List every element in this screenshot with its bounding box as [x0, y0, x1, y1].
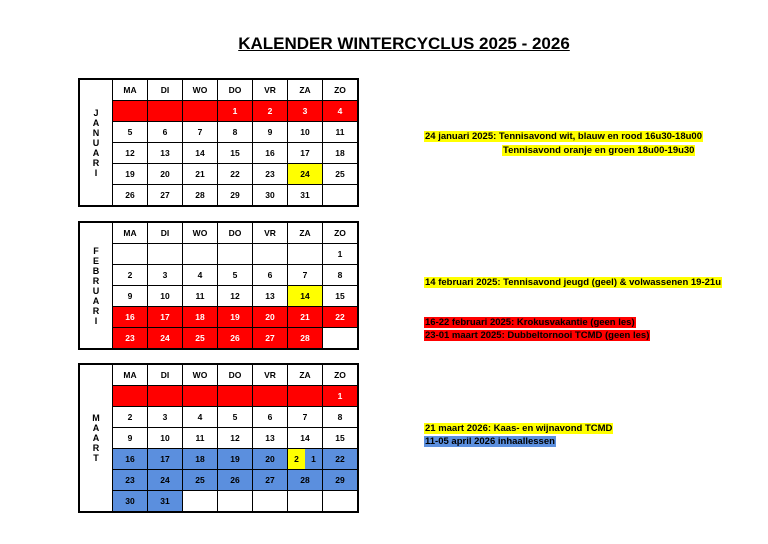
day-cell: 29 — [218, 185, 253, 207]
day-cell: 31 — [288, 185, 323, 207]
day-cell: 28 — [183, 185, 218, 207]
day-cell: 5 — [218, 265, 253, 286]
day-header: WO — [183, 364, 218, 386]
day-cell: 27 — [253, 470, 288, 491]
day-cell: 7 — [288, 265, 323, 286]
day-cell — [183, 491, 218, 513]
note-mar-2: 11-05 april 2026 inhaallessen — [425, 436, 555, 447]
week-row — [79, 386, 358, 407]
note-feb-1: 14 februari 2025: Tennisavond jeugd (geel) & volwassenen 19-21u — [425, 277, 722, 288]
day-cell: 8 — [323, 265, 359, 286]
day-cell: 14 — [183, 143, 218, 164]
day-cell: 21 — [288, 307, 323, 328]
day-cell: 11 — [183, 286, 218, 307]
day-header: WO — [183, 222, 218, 244]
day-cell: 23 — [113, 470, 148, 491]
page-title: KALENDER WINTERCYCLUS 2025 - 2026 — [238, 34, 570, 53]
month-letter: A — [92, 295, 100, 306]
day-header: VR — [253, 79, 288, 101]
month-letter: A — [92, 147, 100, 158]
note-jan-2: Tennisavond oranje en groen 18u00-19u30 — [503, 145, 695, 156]
day-cell: 3 — [288, 101, 323, 122]
day-header: MA — [113, 79, 148, 101]
month-letter: B — [92, 265, 100, 276]
day-cell: 13 — [253, 428, 288, 449]
day-cell: 6 — [253, 407, 288, 428]
day-cell: 27 — [148, 185, 183, 207]
day-cell: 13 — [148, 143, 183, 164]
day-cell — [288, 491, 323, 513]
day-cell: 5 — [218, 407, 253, 428]
day-cell: 13 — [253, 286, 288, 307]
day-cell: 26 — [218, 328, 253, 350]
day-cell: 27 — [253, 328, 288, 350]
day-cell — [288, 386, 323, 407]
calendar-januari — [78, 78, 359, 207]
week-row — [79, 328, 358, 350]
note-feb-2: 16-22 februari 2025: Krokusvakantie (geen les) — [425, 317, 635, 328]
day-cell: 26 — [218, 470, 253, 491]
day-cell: 5 — [113, 122, 148, 143]
week-row — [79, 164, 358, 185]
day-cell: 17 — [148, 307, 183, 328]
month-letter: U — [92, 285, 100, 296]
day-cell: 14 — [288, 428, 323, 449]
day-cell-part: 1 — [311, 454, 316, 464]
week-row — [79, 491, 358, 513]
month-letter: R — [92, 275, 100, 286]
day-cell: 9 — [113, 286, 148, 307]
day-cell: 24 — [148, 328, 183, 350]
month-letter: J — [93, 107, 99, 118]
day-cell — [253, 244, 288, 265]
day-cell: 4 — [323, 101, 359, 122]
month-letter: E — [92, 255, 99, 266]
day-cell: 9 — [113, 428, 148, 449]
day-cell: 17 — [288, 143, 323, 164]
day-cell: 8 — [218, 122, 253, 143]
month-letter: R — [92, 305, 100, 316]
day-cell: 1 — [218, 101, 253, 122]
day-cell: 19 — [218, 449, 253, 470]
week-row — [79, 307, 358, 328]
day-cell: 26 — [113, 185, 148, 207]
calendar-februari — [78, 221, 359, 350]
week-row — [79, 143, 358, 164]
day-cell — [288, 449, 323, 470]
day-cell: 15 — [218, 143, 253, 164]
week-row — [79, 265, 358, 286]
day-cell: 10 — [148, 428, 183, 449]
day-cell — [218, 386, 253, 407]
month-letter: M — [92, 413, 100, 423]
day-cell: 21 — [183, 164, 218, 185]
day-cell: 24 — [148, 470, 183, 491]
day-cell: 3 — [148, 407, 183, 428]
day-cell: 20 — [253, 307, 288, 328]
day-cell — [113, 101, 148, 122]
day-cell: 16 — [113, 307, 148, 328]
day-cell: 19 — [218, 307, 253, 328]
day-cell: 12 — [218, 428, 253, 449]
day-cell: 18 — [183, 307, 218, 328]
day-cell: 31 — [148, 491, 183, 513]
day-cell: 20 — [253, 449, 288, 470]
day-cell: 12 — [113, 143, 148, 164]
month-letter: U — [92, 137, 100, 148]
week-row — [79, 428, 358, 449]
day-cell — [323, 185, 359, 207]
day-cell: 6 — [253, 265, 288, 286]
day-cell: 2 — [253, 101, 288, 122]
month-letter: I — [94, 167, 98, 178]
day-header: DO — [218, 222, 253, 244]
day-cell — [113, 386, 148, 407]
month-letter: N — [92, 127, 100, 138]
month-label — [79, 79, 113, 206]
day-cell: 11 — [323, 122, 359, 143]
day-header: ZA — [288, 364, 323, 386]
day-cell — [148, 244, 183, 265]
day-header: VR — [253, 364, 288, 386]
day-cell: 9 — [253, 122, 288, 143]
day-cell: 11 — [183, 428, 218, 449]
day-cell: 25 — [323, 164, 359, 185]
week-row — [79, 122, 358, 143]
week-row — [79, 286, 358, 307]
day-cell: 3 — [148, 265, 183, 286]
week-row — [79, 244, 358, 265]
day-cell: 30 — [113, 491, 148, 513]
day-cell — [183, 386, 218, 407]
month-letter: A — [92, 433, 100, 443]
week-row — [79, 185, 358, 207]
day-cell — [183, 101, 218, 122]
day-cell: 2 — [113, 265, 148, 286]
day-cell: 7 — [288, 407, 323, 428]
day-header: MA — [113, 222, 148, 244]
day-cell: 16 — [113, 449, 148, 470]
day-cell — [288, 244, 323, 265]
day-header: DI — [148, 364, 183, 386]
day-cell: 10 — [288, 122, 323, 143]
day-cell: 7 — [183, 122, 218, 143]
day-cell: 4 — [183, 407, 218, 428]
month-letter: I — [94, 315, 98, 326]
day-cell: 22 — [218, 164, 253, 185]
day-header: ZO — [323, 79, 359, 101]
calendar-maart — [78, 363, 359, 513]
day-header: DI — [148, 222, 183, 244]
day-header: VR — [253, 222, 288, 244]
day-cell: 1 — [323, 386, 359, 407]
week-row — [79, 101, 358, 122]
day-cell: 18 — [323, 143, 359, 164]
day-cell: 29 — [323, 470, 359, 491]
week-row — [79, 407, 358, 428]
day-cell: 25 — [183, 470, 218, 491]
month-letter: F — [93, 245, 99, 256]
day-cell — [253, 491, 288, 513]
day-cell: 17 — [148, 449, 183, 470]
day-cell: 22 — [323, 449, 359, 470]
day-cell: 15 — [323, 286, 359, 307]
day-cell: 1 — [323, 244, 359, 265]
day-cell: 6 — [148, 122, 183, 143]
day-cell: 24 — [288, 164, 323, 185]
day-header: ZO — [323, 222, 359, 244]
day-cell: 28 — [288, 328, 323, 350]
day-cell — [148, 386, 183, 407]
day-cell: 2 — [113, 407, 148, 428]
month-letter: A — [92, 423, 100, 433]
day-cell: 20 — [148, 164, 183, 185]
month-label — [79, 364, 113, 512]
note-mar-1: 21 maart 2026: Kaas- en wijnavond TCMD — [425, 423, 613, 434]
day-header: DO — [218, 79, 253, 101]
day-header: WO — [183, 79, 218, 101]
day-cell: 4 — [183, 265, 218, 286]
day-cell: 16 — [253, 143, 288, 164]
day-cell: 19 — [113, 164, 148, 185]
month-letter: R — [92, 443, 100, 453]
day-header: ZA — [288, 79, 323, 101]
week-row — [79, 449, 358, 470]
day-cell: 18 — [183, 449, 218, 470]
day-cell — [323, 491, 359, 513]
day-cell: 22 — [323, 307, 359, 328]
week-row — [79, 470, 358, 491]
day-cell: 25 — [183, 328, 218, 350]
month-label — [79, 222, 113, 349]
day-header: ZO — [323, 364, 359, 386]
day-cell: 28 — [288, 470, 323, 491]
day-cell: 8 — [323, 407, 359, 428]
day-cell — [113, 244, 148, 265]
day-cell — [218, 491, 253, 513]
month-letter: T — [93, 453, 99, 463]
day-cell: 15 — [323, 428, 359, 449]
day-cell-part: 2 — [288, 449, 305, 469]
month-letter: A — [92, 117, 100, 128]
day-header: DI — [148, 79, 183, 101]
day-cell — [323, 328, 359, 350]
day-cell — [253, 386, 288, 407]
day-cell: 10 — [148, 286, 183, 307]
day-header: MA — [113, 364, 148, 386]
day-cell — [148, 101, 183, 122]
day-header: ZA — [288, 222, 323, 244]
day-cell — [218, 244, 253, 265]
day-header: DO — [218, 364, 253, 386]
day-cell: 23 — [253, 164, 288, 185]
day-cell: 23 — [113, 328, 148, 350]
day-cell — [183, 244, 218, 265]
month-letter: R — [92, 157, 100, 168]
note-jan-1: 24 januari 2025: Tennisavond wit, blauw en rood 16u30-18u00 — [425, 131, 702, 142]
note-feb-3: 23-01 maart 2025: Dubbeltornooi TCMD (geen les) — [425, 330, 650, 341]
day-cell: 12 — [218, 286, 253, 307]
day-cell: 30 — [253, 185, 288, 207]
day-cell: 14 — [288, 286, 323, 307]
